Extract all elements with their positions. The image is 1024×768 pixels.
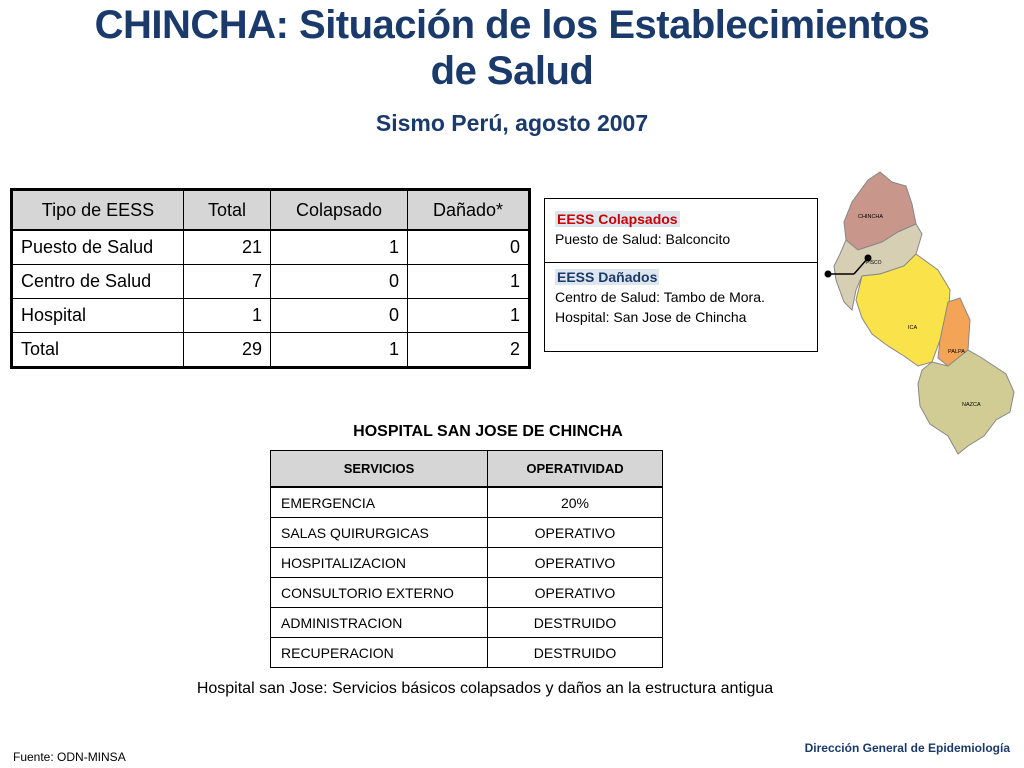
table-row (271, 548, 663, 578)
cell-servicio: HOSPITALIZACION (271, 548, 488, 578)
cell-operatividad: OPERATIVO (488, 578, 663, 608)
header-total: Total (184, 190, 271, 231)
map-marker (825, 271, 832, 278)
danados-section (545, 263, 817, 327)
ica-region-map (818, 170, 1024, 458)
cell-colapsado: 1 (271, 333, 408, 368)
hospital-header-row (271, 451, 663, 488)
header-colapsado: Colapsado (271, 190, 408, 231)
map-label-chincha: CHINCHA (858, 214, 884, 220)
cell-danado: 0 (408, 230, 530, 265)
table-row (271, 518, 663, 548)
cell-danado: 2 (408, 333, 530, 368)
cell-servicio: EMERGENCIA (271, 487, 488, 518)
cell-total: 29 (184, 333, 271, 368)
table-row (12, 230, 530, 265)
danados-text: Centro de Salud: Tambo de Mora. Hospital: San Jose de Chincha (555, 289, 765, 325)
cell-danado: 1 (408, 299, 530, 333)
cell-tipo: Centro de Salud (12, 265, 184, 299)
map-label-pisco: PISCO (866, 260, 882, 266)
header-danado: Dañado* (408, 190, 530, 231)
source-note: Fuente: ODN-MINSA (13, 750, 126, 764)
cell-colapsado: 0 (271, 299, 408, 333)
eess-header-row (12, 190, 530, 231)
map-label-palpa: PALPA (948, 349, 965, 355)
colapsados-text: Puesto de Salud: Balconcito (555, 231, 731, 247)
danados-heading: EESS Dañados (557, 269, 658, 285)
cell-tipo: Hospital (12, 299, 184, 333)
colapsados-section (545, 199, 817, 263)
cell-tipo: Puesto de Salud (12, 230, 184, 265)
cell-operatividad: DESTRUIDO (488, 638, 663, 668)
header-operatividad: OPERATIVIDAD (488, 451, 663, 488)
page-subtitle: Sismo Perú, agosto 2007 (375, 110, 649, 136)
title-line-2: de Salud (430, 49, 594, 93)
cell-operatividad: OPERATIVO (488, 548, 663, 578)
cell-servicio: ADMINISTRACION (271, 608, 488, 638)
table-row (271, 608, 663, 638)
hospital-caption: Hospital san Jose: Servicios básicos colapsados y daños an la estructura antigua (196, 680, 774, 697)
cell-operatividad: 20% (488, 487, 663, 518)
hospital-table-title: HOSPITAL SAN JOSE DE CHINCHA (353, 423, 623, 440)
cell-servicio: SALAS QUIRURGICAS (271, 518, 488, 548)
table-row (271, 638, 663, 668)
cell-servicio: RECUPERACION (271, 638, 488, 668)
title-line-1: CHINCHA: Situación de los Establecimientos (94, 3, 930, 47)
header-tipo: Tipo de EESS (12, 190, 184, 231)
table-row (271, 487, 663, 518)
eess-table (10, 188, 531, 369)
table-row (12, 299, 530, 333)
cell-total: 7 (184, 265, 271, 299)
colapsados-heading: EESS Colapsados (557, 211, 678, 227)
hospital-services-table (270, 450, 663, 668)
map-label-nazca: NAZCA (962, 402, 981, 408)
cell-tipo: Total (12, 333, 184, 368)
map-label-ica: ICA (908, 325, 918, 331)
cell-operatividad: DESTRUIDO (488, 608, 663, 638)
cell-colapsado: 1 (271, 230, 408, 265)
cell-colapsado: 0 (271, 265, 408, 299)
eess-info-box (544, 198, 818, 352)
header-servicios: SERVICIOS (271, 451, 488, 488)
page-title (0, 2, 1024, 94)
cell-total: 1 (184, 299, 271, 333)
table-row (271, 578, 663, 608)
cell-servicio: CONSULTORIO EXTERNO (271, 578, 488, 608)
footer-organization: Dirección General de Epidemiología (804, 741, 1010, 755)
table-row-total (12, 333, 530, 368)
cell-operatividad: OPERATIVO (488, 518, 663, 548)
cell-total: 21 (184, 230, 271, 265)
cell-danado: 1 (408, 265, 530, 299)
table-row (12, 265, 530, 299)
